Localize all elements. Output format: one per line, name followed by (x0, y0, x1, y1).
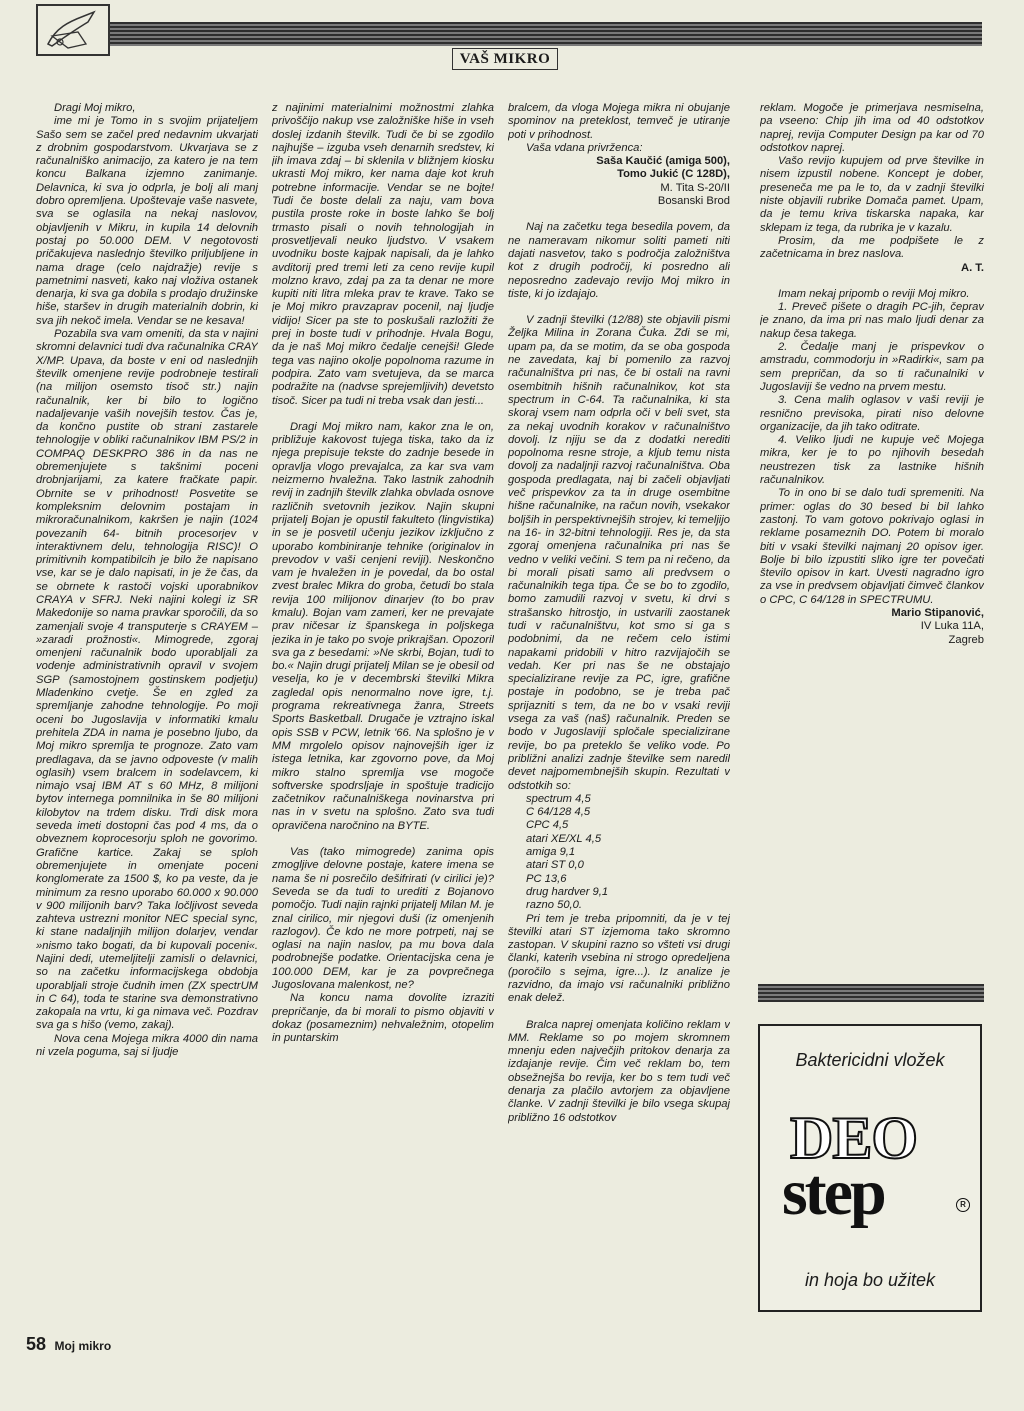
address: Bosanski Brod (657, 195, 730, 208)
paragraph: To in ono bi se dalo tudi spremeniti. Na primer: oglas do 30 besed bi bil lahko zastonj. To vam gotovo pokrivajo oglasi in reklame posameznih DO. Potem bi moralo biti v vsaki številki najmanj 20 opisov iger. Bolje bi bilo izpustiti sliko igre ter povečati število opisov in kart. Uvesti nagradno igro za vse in predvsem objavljati čimveč člankov o CPC, C 64/128 in SPECTRUMU. (760, 487, 984, 606)
address: Zagreb (948, 633, 984, 646)
paragraph: Vas (tako mimogrede) zanima opis zmogljive delovne postaje, katere imena se nama še ni posrečilo dešifrirati (v cirilici je)? Seveda se da tudi to urediti z Bojanovo pomočjo. Tudi najin rajnki prijatelj Milan M. je znal cirilico, mir njegovi duši (iz omenjenih razlogov). Če kdo ne more potrpeti, naj se oglasi na najin naslov, pa mu bova dala podrobnejše podatke. Orientacijska cena je 100.000 DEM, kar je za povprečnega Jugoslovana malenkost, ne? (272, 846, 494, 991)
paragraph: 2. Čedalje manj je prispevkov o amstradu, commodorju in »Radirki«, sam pa sem prepričan, da so ti računalniki v Jugoslaviji še vedno na prvem mestu. (760, 341, 984, 393)
ratings-list (526, 793, 730, 913)
list-item: amiga 9,1 (526, 846, 576, 859)
paragraph: Dragi Moj mikro, (54, 102, 136, 114)
signature: Tomo Jukić (C 128D), (617, 168, 730, 181)
paragraph: Na koncu nama dovolite izraziti prepričanje, da bi morali to pismo objaviti v dokaz (posameznim) nehvaležnim, otopelim in puntarskim (272, 992, 494, 1045)
paragraph: z najinimi materialnimi možnostmi zlahka privoščijo nakup vse založniške hiše in vseh doslej izdanih številk. Tudi če bi se zgodilo najhujše – izguba vseh denarnih sredstev, ki jih imava zdaj – bi sklenila v bližnjem kiosku ukrasti Moj mikro, ker nama daje kot kruh potrebne informacije. Vendar se ne bojte! Tudi če boste delali za naju, vam bova pustila proste roke in boste lahko še bolj trmasto pisali o novih tehnologijah in prosvetljevali neuko ljudstvo. V vsakem uvodniku boste kajpak napisali, da je lahko avditorij pred tremi leti za ceno revije kupil molzno kravo, zdaj pa za ta denar ne more kupiti niti litra mleka prav te krave. Tako se je Moj mikro pravzaprav pocenil, naj ljudje vidijo! Sicer pa ste to poskušali razložiti že prej in boste tudi v prihodnje. Hvala Bogu, da je naš Moj mikro čedalje cenejši! Glede tega vas najino okolje popolnoma razume in podpira. Zato vam svetujeva, da se marca podražite na (nadvse sprejemljivih) devetsto tisoč. Sicer pa tudi ni treba vsak dan jesti... (272, 102, 494, 407)
paragraph: reklam. Mogoče je primerjava nesmiselna, pa vseeno: Chip jih ima od 40 odstotkov naprej, revija Computer Design pa kar od 70 odstotkov naprej. (760, 102, 984, 154)
article-column-3 (508, 102, 730, 1342)
list-item: razno 50,0. (526, 899, 582, 912)
ad-brand-top: DEO (790, 1105, 918, 1171)
paragraph: Bralca naprej omenjata količino reklam v MM. Reklame so po mojem skromnem mnenju eden največjih pritokov denarja za izdajanje revije. Čim več reklam bo, tem obsežnejša bo revija, ker bo s tem tudi več denarja za plačilo avtorjem za objavljene članke. V zadnji številki je bilo vsega skupaj približno 16 odstotkov (508, 1018, 730, 1124)
paragraph: bralcem, da vloga Mojega mikra ni obujanje spominov na preteklost, temveč je utiranje poti v prihodnost. (508, 102, 730, 141)
section-label: VAŠ MIKRO (452, 48, 558, 70)
list-item: PC 13,6 (526, 872, 567, 885)
paragraph: Imam nekaj pripomb o reviji Moj mikro. (778, 287, 970, 300)
paragraph: V zadnji številki (12/88) ste objavili pismi Željka Milina in Zorana Čuka. Zdi se mi, upam pa, da se motim, da se oba gospoda ne zavedata, kaj bi pomenilo za razvoj računalništva pri nas, če bi ostali na ravni osembitnih hišnih računalnikov, kot sta spectrum in C-64. Ta računalnika, ki sta skoraj vsem nam odprla oči v beli svet, sta za nekaj uvodnih korakov v računalništvo dovolj. Iz njiju se da z dodatki nerediti popolnoma resne stroje, a kljub temu nista dovolj za nadaljnji razvoj računalništva. Oba gospoda predlagata, naj bi začeli objavljati več prispevkov za ta in druge osembitne hišne računalnike, na račun novih, vsekakor boljših in perspektivnejših strojev, ki temeljijo na 16- in 32-bitni tehnologiji. Res je, da sta zgoraj omenjena računalnika pri nas še vedno v veliki večini. S tem pa ni rečeno, da bi morali pisati samo ali predvsem o računalnikih tega tipa. Če se bo to zgodilo, bomo zamudili razvoj v svetu, ki drvi s strašansko hitrostjo, in ustvarili zaostanek tudi v računalništvu, kot smo si ga s podobnimi, da ne rečem celo istimi napakami pridobili v hitro razvijajočih se vedah. Ker pri nas še ne obstajajo specializirane revije za PC, igre, grafične postaje in podobno, se je treba pač sprijazniti s tem, da ne bo v vsaki reviji vsega za vaš (naš) računalnik. Preden se bodo v Jugoslaviji spločale specializirane revije, bo pa preteklo še veliko vode. Po približni analizi zadnje številke sem naredil devet najpomembnejših skupin. Rezultati v odstotkih so: (508, 314, 730, 792)
address: IV Luka 11A, (920, 620, 984, 633)
section-logo-icon (36, 4, 110, 56)
signature: Mario Stipanović, (891, 606, 984, 619)
magazine-name: Moj mikro (54, 1339, 112, 1353)
registered-icon: R (956, 1198, 970, 1212)
list-item: C 64/128 4,5 (526, 806, 591, 819)
list-item: spectrum 4,5 (526, 792, 591, 805)
paragraph: ime mi je Tomo in s svojim prijateljem Sašo sem se začel pred nedavnim ukvarjati z drobnim gospodarstvom. Ukvarjava se z računalniško animacijo, za katero je na tem koncu Balkana izjemno zanimanje. Delavnica, ki sva jo odprla, je bolj ali manj dobro opremljena. Upoštevaje vaše nasvete, sva se oglasila na nekaj naslovov, objavljenih v Mikru, in kupila 14 delovnih postaj po 50.000 DEM. V negotovosti pričakujeva naslednjo številko priljubljene in nama drage (celo najdražje) revije s pametnimi nasveti, kako naj vloživa ostanek denarja, ki sva ga dobila s prodajo družinske hiše, staršev in drugih materialnih dobrin, ki sva jih nekoč imela. Vendar se ne kesava! (36, 115, 258, 327)
paragraph: Vašo revijo kupujem od prve številke in nisem izpustil nobene. Koncept je dober, preseneča me pa le to, da v zadnji številki niste objavili rubrike Domača pamet. Upam, da je temu kriva tiskarska napaka, kar sklepam iz tega, da rubrika je v kazalu. (760, 155, 984, 234)
article-column-1 (36, 102, 258, 1342)
header-rule (36, 22, 982, 46)
article-column-4 (760, 102, 984, 822)
paragraph: Vaša vdana privrženca: (526, 141, 643, 154)
article-column-2 (272, 102, 494, 1342)
page-footer (26, 1334, 111, 1355)
list-item: atari XE/XL 4,5 (526, 832, 602, 845)
paragraph: 1. Preveč pišete o dragih PC-jih, čeprav je znano, da ima pri nas malo ljudi denar za nakup česa takega. (760, 301, 984, 340)
paragraph: Nova cena Mojega mikra 4000 din nama ni vzela poguma, saj si ljudje (36, 1032, 258, 1059)
paragraph: 3. Cena malih oglasov v vaši reviji je resnično previsoka, pirati niso delovne organizacije, da jih tako oditrate. (760, 394, 984, 433)
paragraph: Dragi Moj mikro nam, kakor zna le on, približuje kakovost tujega tiska, tako da iz njega prepisuje tekste do zadnje besede in opravlja vlogo prevajalca, za kar sva vam neizmerno hvaležna. Tako lastnik zahodnih revij in zadnjih številk zlahka obvlada osnove različnih svetovnih jezikov. Najin skupni prijatelj Bojan je opustil fakulteto (lingvistika) in se je posvetil učenju jezikov izključno z uporabo kombiniranje tehnike (originalov in prevodov v vaši cenjeni reviji). Neskončno vam je hvaležen in je povedal, da bo ostal zvest bralec Mikra do groba, četudi bo stala revija 100 milijonov dinarjev (to bo prav kmalu). Bojan vam zameri, ker ne prevajate prav ničesar iz španskega in poljskega jezika in je tako po svoje prikrajšan. Opozoril sva ga z besedami: »Ne skrbi, Bojan, tudi to bo.« Najin drugi prijatelj Milan se je obesil od veselja, ko je v decembrski številki Mikra zagledal opis nenormalno nove igre, t.j. programa rekreativnega žanra, Streets Sports Basketball. Drugače je vztrajno iskal opis SSB v PCW, letnik '66. Na splošno je v MM mrgolelo opisov najnovejših iger iz istega letnika, kar zgovorno pove, da Moj mikro stalno spremlja vse mogoče softverske spodrsljaje in spoštuje tradicijo začetnikov računalniškega novinarstva pri nas in v svetu na splošno. Zato sva tudi opravičena naročnino na BYTE. (272, 420, 494, 832)
signature: Saša Kaučić (amiga 500), (596, 155, 730, 168)
ad-tagline: in hoja bo užitek (804, 1270, 936, 1290)
address: M. Tita S-20/II (660, 181, 730, 194)
list-item: drug hardver 9,1 (526, 885, 609, 898)
advert-rule (758, 984, 984, 1002)
paragraph: Pozabila sva vam omeniti, da sta v najini skromni delavnici tudi dva računalnika CRAY X/MP. Upava, da boste v eni od naslednjih številk omenjene revije podrobneje testirali (na milijon osemsto tisoč str.) najin računalnik, ker bi bilo to logično nadaljevanje vaših novejših testov. Čas je, da končno pustite ob strani zastarele tehnologije v obliki računalnikov IBM PS/2 in COMPAQ DESKPRO 386 in da nas ne obremenjujete s takšnimi poceni drobnjarijami, za katere fračkate papir. Obrnite se v prihodnost! Posvetite se kompleksnim delovnim postajam in mikroračunalnikom, kakršen je najin (1024 povezanih 64- bitnih procesorjev v interaktivnem delu, tehnologija RISC)! O primitivnih kompatibilcih je bilo že napisano vse, kar se je dalo napisati, in je že čas, da se obrnete k rastoči vojski uporabnikov CRAYA v SFRJ. Neki najini kolegi iz SR Makedonije so nama pravkar sporočili, da so zamenjali svoje 4 transputerje s CRAYEM – »zaradi prožnosti«. Mimogrede, zgoraj omenjeni računalnik bodo uporabljali za vodenje administrativnih opravil v svojem SGP (samostojnem gostinskem podjetju) Mladenkino cvetje. Še en zgled za spremljanje zahodne tehnologije. Po moji oceni bo Jugoslavija v informatiki kmalu prehitela ZDA in nama je posebno ljubo, da Moj mikro spremlja te prognoze. Zato vam predlagava, da se javno odpoveste (v malih oglasih) vsem bralcem in sodelavcem, ki nimajo vsaj IBM AT s 60 MHz, 8 milijoni bytov internega pomnilnika in še 80 milijoni kilobytov na trdem disku. Trdi disk mora seveda imeti dostopni čas pod 4 ms, da o obveznem koprocesorju sploh ne govorimo. Grafične kartice. Zakaj se sploh obremenjujete in omenjate poceni konglomerate za 1500 $, ko pa veste, da je minimum za resno uporabo 60.000 x 90.000 v 900 milijonih barv? Taka ločljivost seveda zahteva ustrezni monitor NEC special sync, ki stane nadaljnjih milijon dolarjev, vendar »nismo tako bogati, da bi kupovali poceni«. Najini dedi, utemeljitelji zamisli o delavnici, so na začetku informacijskega obdobja uporabljali stroje čudnih imen (ZX spectrUM in C 64), toda te starine sva demonstrativno zakopala na vrtu, ki ga nimava več. Pozdrav sva ga s hišo (vemo, zakaj). (36, 328, 258, 1032)
paragraph: 4. Veliko ljudi ne kupuje več Mojega mikra, ker je to po njihovih besedah neustrezen tisk za lastnike hišnih računalnikov. (760, 434, 984, 487)
paragraph: Pri tem je treba pripomniti, da je v tej številki atari ST izjemoma tako skromno zastopan. V skupini razno so všteti vsi drugi članki, katerih vsebina ni strogo opredeljena (poročilo s sejma, igre...). Iz analize je razvidno, da imajo vsi računalniki približno enak delež. (508, 912, 730, 1005)
page-number: 58 (26, 1334, 47, 1354)
signature: A. T. (961, 261, 984, 274)
ad-brand-bottom: step (782, 1156, 884, 1229)
ad-heading: Baktericidni vložek (795, 1050, 945, 1070)
paragraph: Naj na začetku tega besedila povem, da ne nameravam nikomur soliti pameti niti dajati nasvetov, tako s področja založništva kot z drugih področij, ki posredno ali neposredno zadevajo revijo Moj mikro in tiste, ki jo izdajajo. (508, 221, 730, 300)
advertisement (758, 1024, 982, 1312)
list-item: CPC 4,5 (526, 819, 569, 832)
paragraph: Prosim, da me podpišete le z začetnicama in brez naslova. (760, 234, 984, 261)
list-item: atari ST 0,0 (526, 859, 584, 872)
